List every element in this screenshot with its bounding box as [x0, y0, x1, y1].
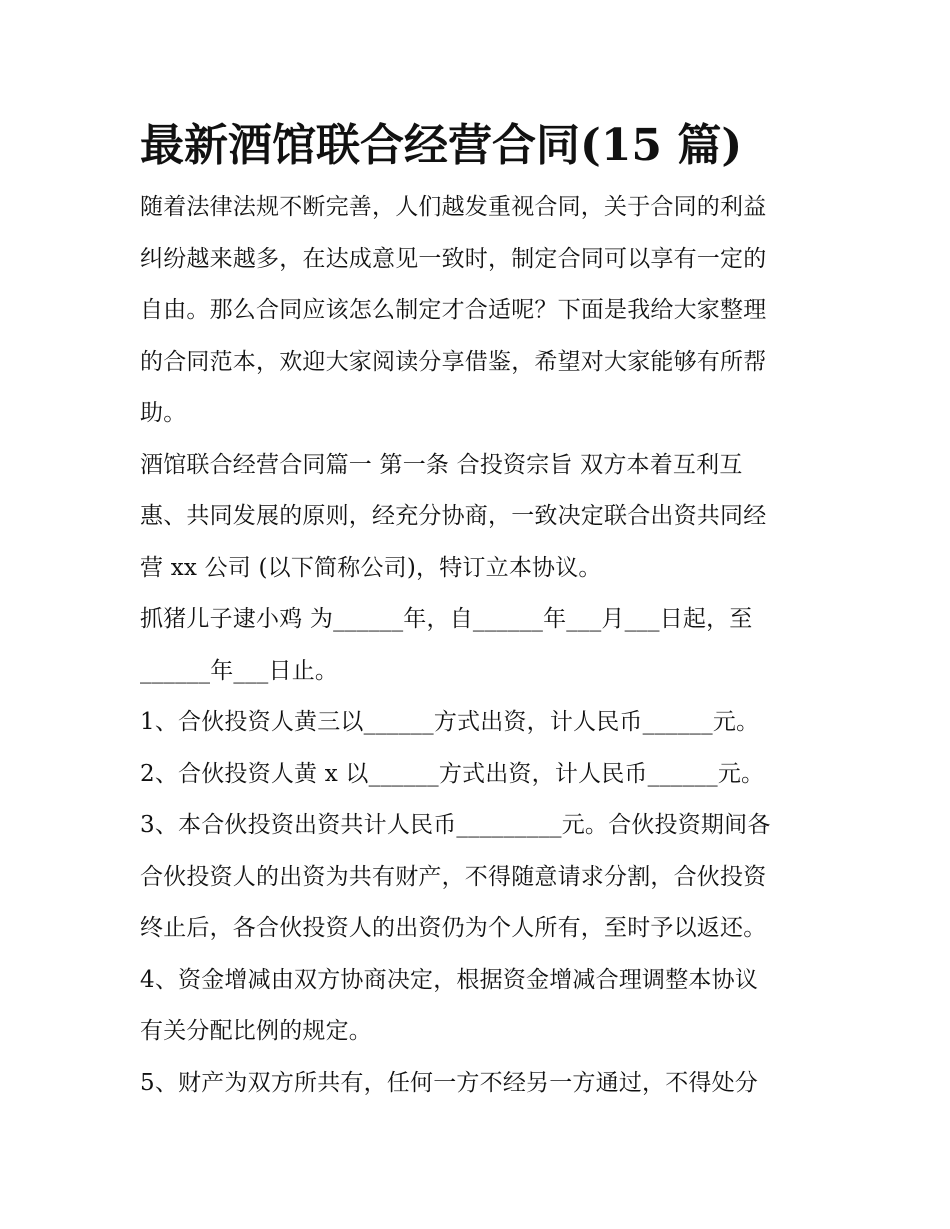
paragraph-line: 3、本合伙投资出资共计人民币_________元。合伙投资期间各 [140, 812, 771, 838]
paragraph-line: 终止后，各合伙投资人的出资仍为个人所有，至时予以返还。 [140, 915, 767, 941]
paragraph-line: 有关分配比例的规定。 [140, 1018, 372, 1044]
paragraph-line: 的合同范本，欢迎大家阅读分享借鉴，希望对大家能够有所帮 [140, 348, 767, 375]
document-title: 最新酒馆联合经营合同(15 篇) [140, 120, 743, 171]
paragraph-line: 自由。那么合同应该怎么制定才合适呢？下面是我给大家整理 [140, 297, 767, 323]
paragraph-line: 1、合伙投资人黄三以______方式出资，计人民币______元。 [140, 709, 760, 735]
paragraph-line: 营 xx 公司 (以下简称公司)，特订立本协议。 [140, 554, 602, 581]
paragraph-line: 惠、共同发展的原则，经充分协商，一致决定联合出资共同经 [140, 503, 767, 529]
paragraph-line: 4、资金增减由双方协商决定，根据资金增减合理调整本协议 [140, 966, 759, 993]
paragraph-line: 合伙投资人的出资为共有财产，不得随意请求分割，合伙投资 [140, 863, 767, 890]
article-one-paragraph [140, 440, 820, 595]
paragraph-line: 酒馆联合经营合同篇一 第一条 合投资宗旨 双方本着互利互 [140, 451, 743, 478]
clause-5 [140, 1058, 820, 1110]
paragraph-line: 随着法律法规不断完善，人们越发重视合同，关于合同的利益 [140, 194, 767, 220]
paragraph-line: 助。 [140, 400, 187, 426]
paragraph-line: 2、合伙投资人黄 x 以______方式出资，计人民币______元。 [140, 760, 765, 787]
paragraph-line: 5、财产为双方所共有，任何一方不经另一方通过，不得处分 [140, 1069, 759, 1096]
clause-3 [140, 800, 820, 955]
document-content [140, 110, 820, 1109]
paragraph-line: 纠纷越来越多，在达成意见一致时，制定合同可以享有一定的 [140, 245, 767, 272]
clause-1 [140, 697, 820, 749]
clause-2 [140, 749, 820, 801]
intro-paragraph [140, 182, 820, 440]
term-paragraph [140, 594, 820, 697]
paragraph-line: 抓猪儿子逮小鸡 为______年，自______年___月___日起，至 [140, 606, 753, 632]
clause-4 [140, 955, 820, 1058]
paragraph-line: ______年___日止。 [140, 657, 339, 684]
